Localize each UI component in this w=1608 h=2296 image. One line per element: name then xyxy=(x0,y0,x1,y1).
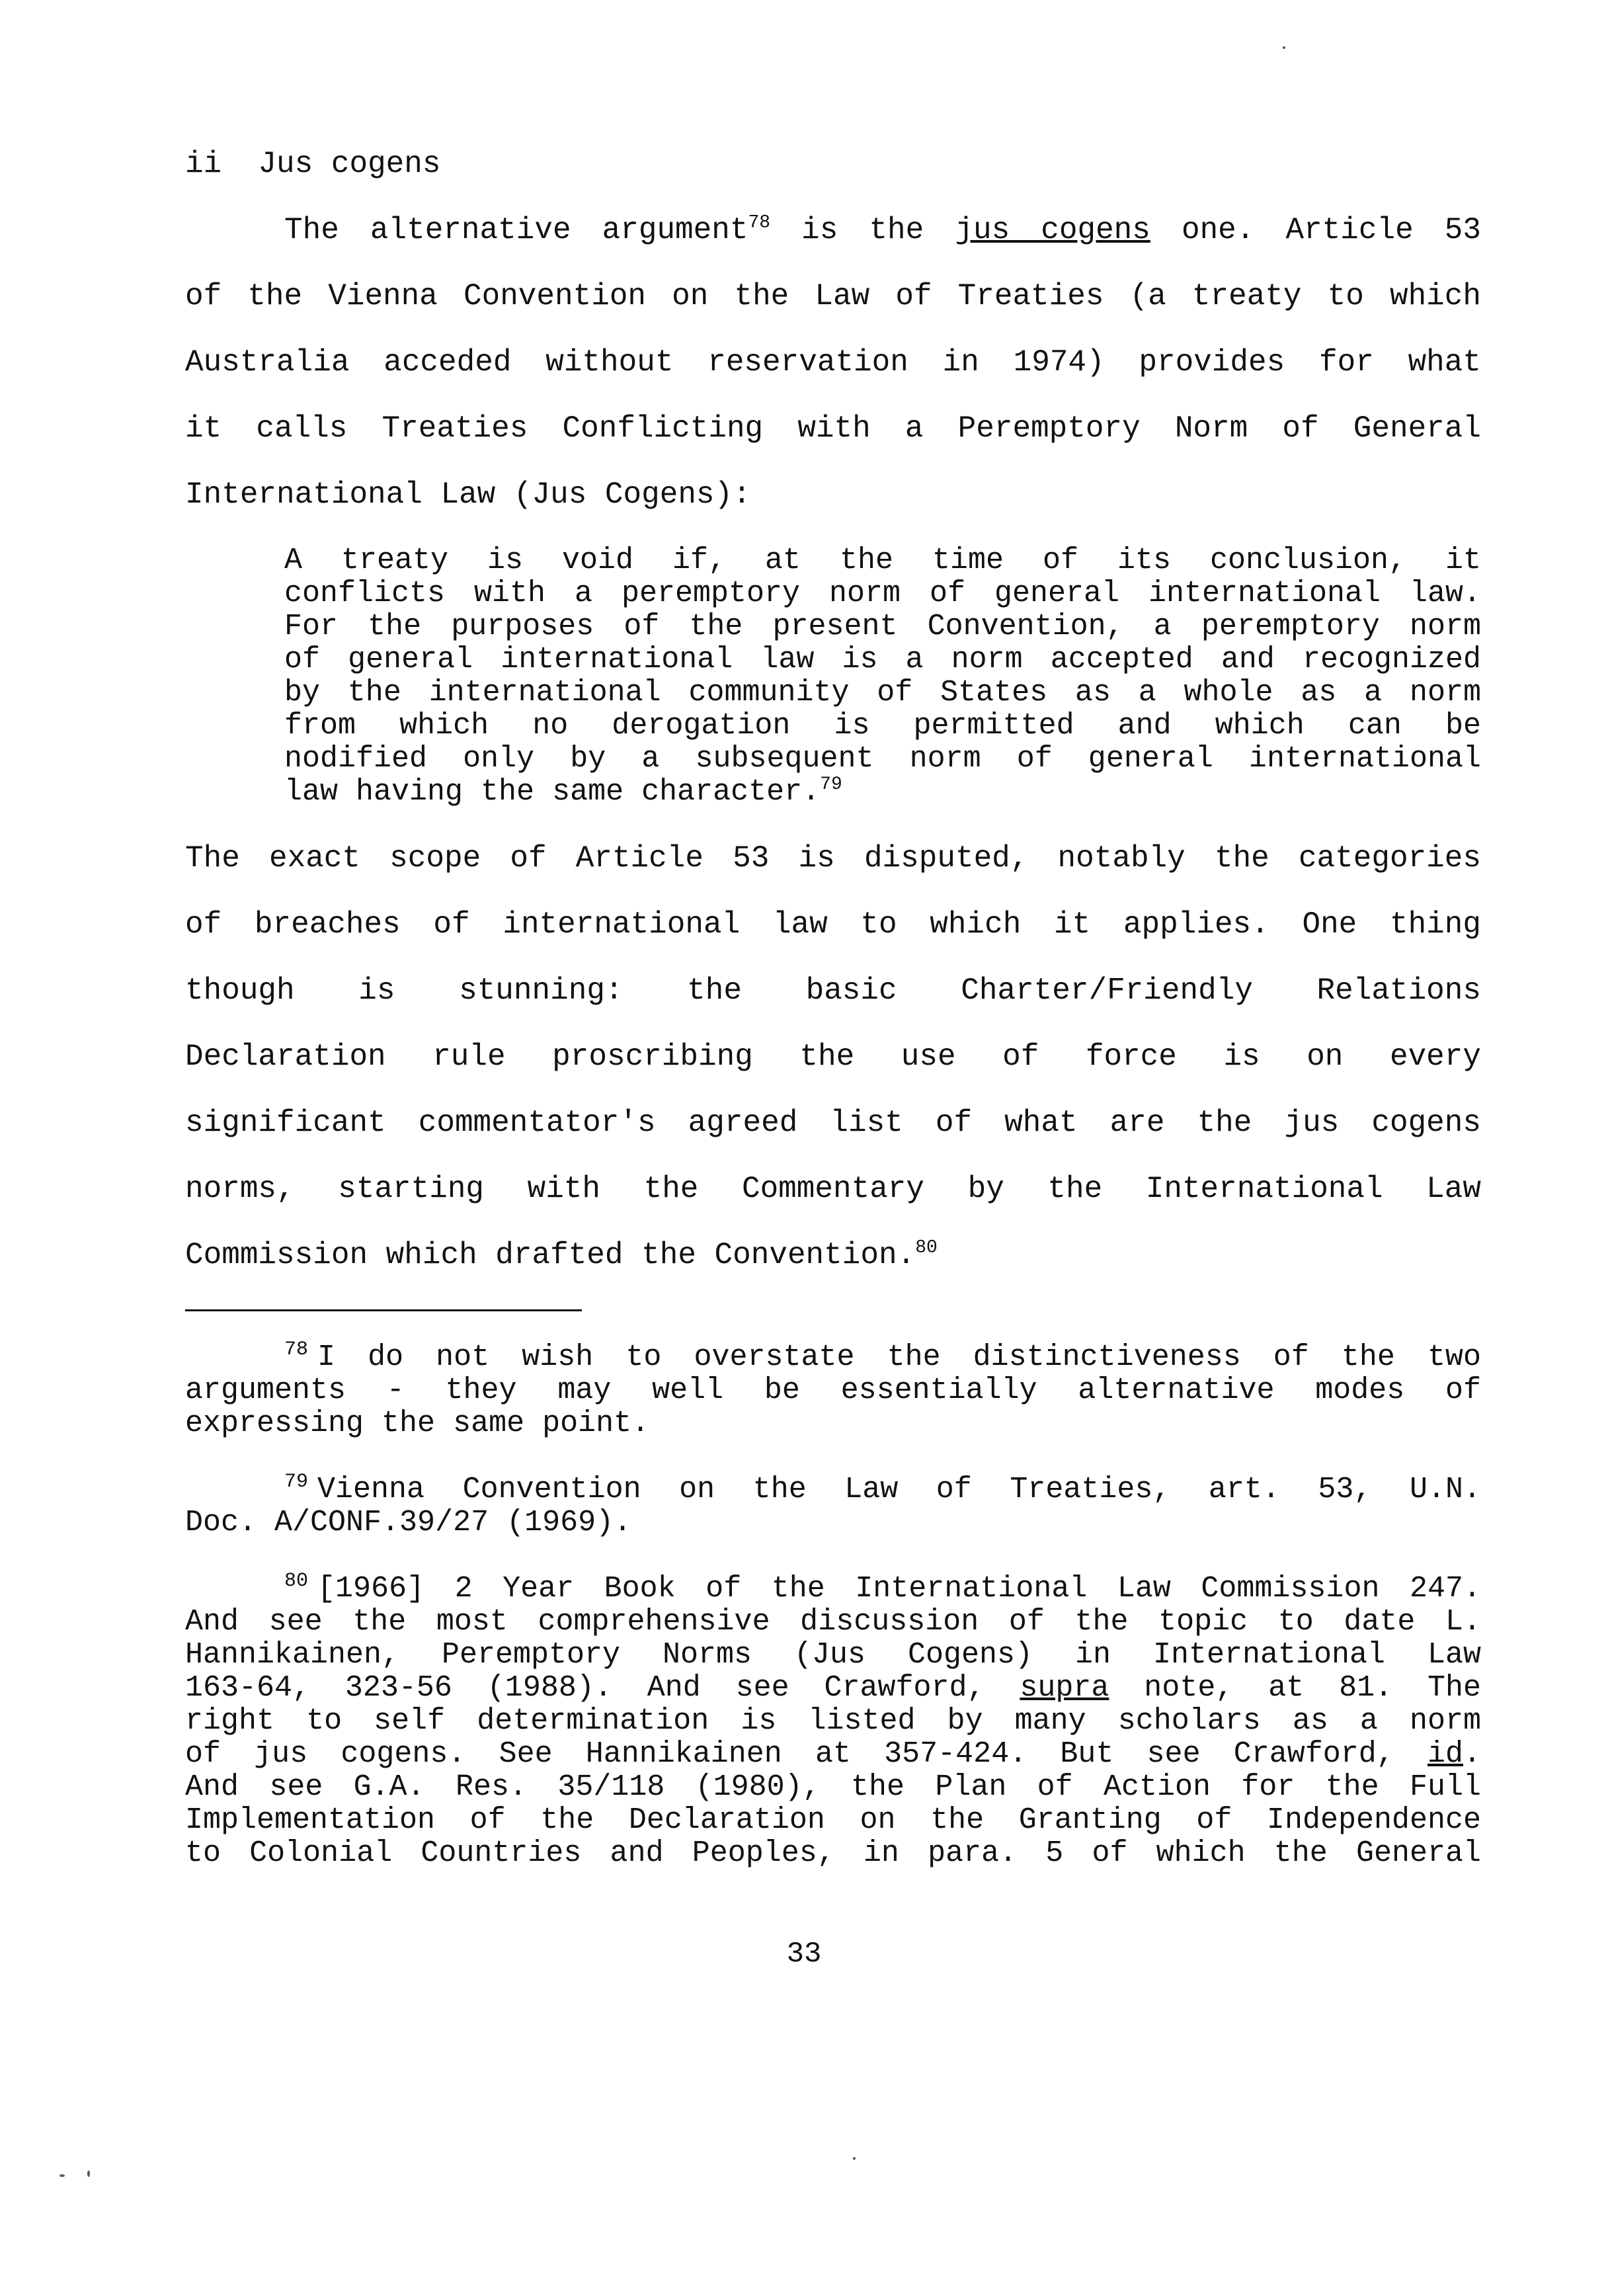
quote-line8: law having the same character.$^{79}$ xyxy=(284,774,842,809)
footnote-ref-78: 78 xyxy=(748,212,771,233)
footnote-separator xyxy=(185,1309,582,1311)
footnote-80-line4: 163-64, 323-56 (1988). And see Crawford, supra note, at 81. The xyxy=(185,1671,1481,1705)
footnote-80-line2: And see the most comprehensive discussion of the topic to date L. xyxy=(185,1605,1481,1639)
id-term: id xyxy=(1427,1737,1463,1771)
footnote-79-line2: Doc. A/CONF.39/27 (1969). xyxy=(185,1506,632,1539)
footnote-80-line9: to Colonial Countries and Peoples, in para. 5 of which the General xyxy=(185,1836,1481,1870)
page-number: 33 xyxy=(786,1938,822,1971)
scan-speck xyxy=(60,2174,65,2177)
paragraph2-line5: significant commentator's agreed list of what are the jus cogens xyxy=(185,1106,1481,1140)
quote-line4: of general international law is a norm accepted and recognized xyxy=(284,643,1481,676)
quote-line5: by the international community of States as a whole as a norm xyxy=(284,676,1481,710)
footnote-80-line6: of jus cogens. See Hannikainen at 357-424. But see Crawford, id. xyxy=(185,1737,1481,1771)
jus-cogens-term: jus cogens xyxy=(955,213,1150,247)
quote-line2: conflicts with a peremptory norm of general international law. xyxy=(284,577,1481,610)
quote-line1: A treaty is void if, at the time of its conclusion, it xyxy=(284,544,1481,577)
footnote-79-line1: $^{79}$ Vienna Convention on the Law of Treaties, art. 53, U.N. xyxy=(284,1471,1481,1506)
paragraph2-line1: The exact scope of Article 53 is disputed, notably the categories xyxy=(185,841,1481,876)
paragraph2-line7: Commission which drafted the Convention.$^{80}$ xyxy=(185,1237,938,1272)
paragraph2-line3: though is stunning: the basic Charter/Friendly Relations xyxy=(185,973,1481,1008)
footnote-mark-78: 78 xyxy=(284,1338,309,1361)
paragraph1-line1: The alternative argument$^{78}$ is the jus cogens one. Article 53 xyxy=(284,212,1482,247)
footnote-80-line8: Implementation of the Declaration on the Granting of Independence xyxy=(185,1803,1481,1837)
section-heading xyxy=(185,147,1481,181)
footnote-ref-80: 80 xyxy=(915,1237,938,1258)
paragraph2-line2: of breaches of international law to which it applies. One thing xyxy=(185,907,1481,942)
quote-line7: nodified only by a subsequent norm of general international xyxy=(284,742,1481,776)
paragraph2-line4: Declaration rule proscribing the use of force is on every xyxy=(185,1040,1481,1074)
footnote-80-line3: Hannikainen, Peremptory Norms (Jus Cogens) in International Law xyxy=(185,1638,1481,1672)
quote-line3: For the purposes of the present Convention, a peremptory norm xyxy=(284,610,1481,643)
footnote-80-line5: right to self determination is listed by many scholars as a norm xyxy=(185,1704,1481,1738)
quote-line6: from which no derogation is permitted and which can be xyxy=(284,709,1481,743)
paragraph2-line6: norms, starting with the Commentary by the International Law xyxy=(185,1172,1481,1206)
footnote-78-line1: $^{78}$ I do not wish to overstate the distinctiveness of the two xyxy=(284,1338,1481,1374)
section-title: Jus cogens xyxy=(258,147,441,181)
paragraph1-line5: International Law (Jus Cogens): xyxy=(185,477,751,512)
scan-speck xyxy=(1283,46,1285,49)
section-number: ii xyxy=(185,147,222,181)
paragraph1-line3: Australia acceded without reservation in 1974) provides for what xyxy=(185,345,1481,380)
paragraph1-line2: of the Vienna Convention on the Law of Treaties (a treaty to which xyxy=(185,279,1481,313)
paragraph1-line4: it calls Treaties Conflicting with a Peremptory Norm of General xyxy=(185,411,1481,446)
footnote-mark-79: 79 xyxy=(284,1471,309,1493)
scan-speck xyxy=(87,2170,90,2177)
scan-speck xyxy=(853,2157,856,2160)
supra-term: supra xyxy=(1020,1671,1109,1705)
footnote-ref-79: 79 xyxy=(820,774,842,795)
footnote-80-line7: And see G.A. Res. 35/118 (1980), the Plan of Action for the Full xyxy=(185,1770,1481,1804)
footnote-78-line2: arguments - they may well be essentially alternative modes of xyxy=(185,1374,1481,1407)
footnote-78-line3: expressing the same point. xyxy=(185,1407,650,1440)
footnote-80-line1: $^{80}$ [1966] 2 Year Book of the International Law Commission 247. xyxy=(284,1570,1481,1606)
footnote-mark-80: 80 xyxy=(284,1570,309,1592)
